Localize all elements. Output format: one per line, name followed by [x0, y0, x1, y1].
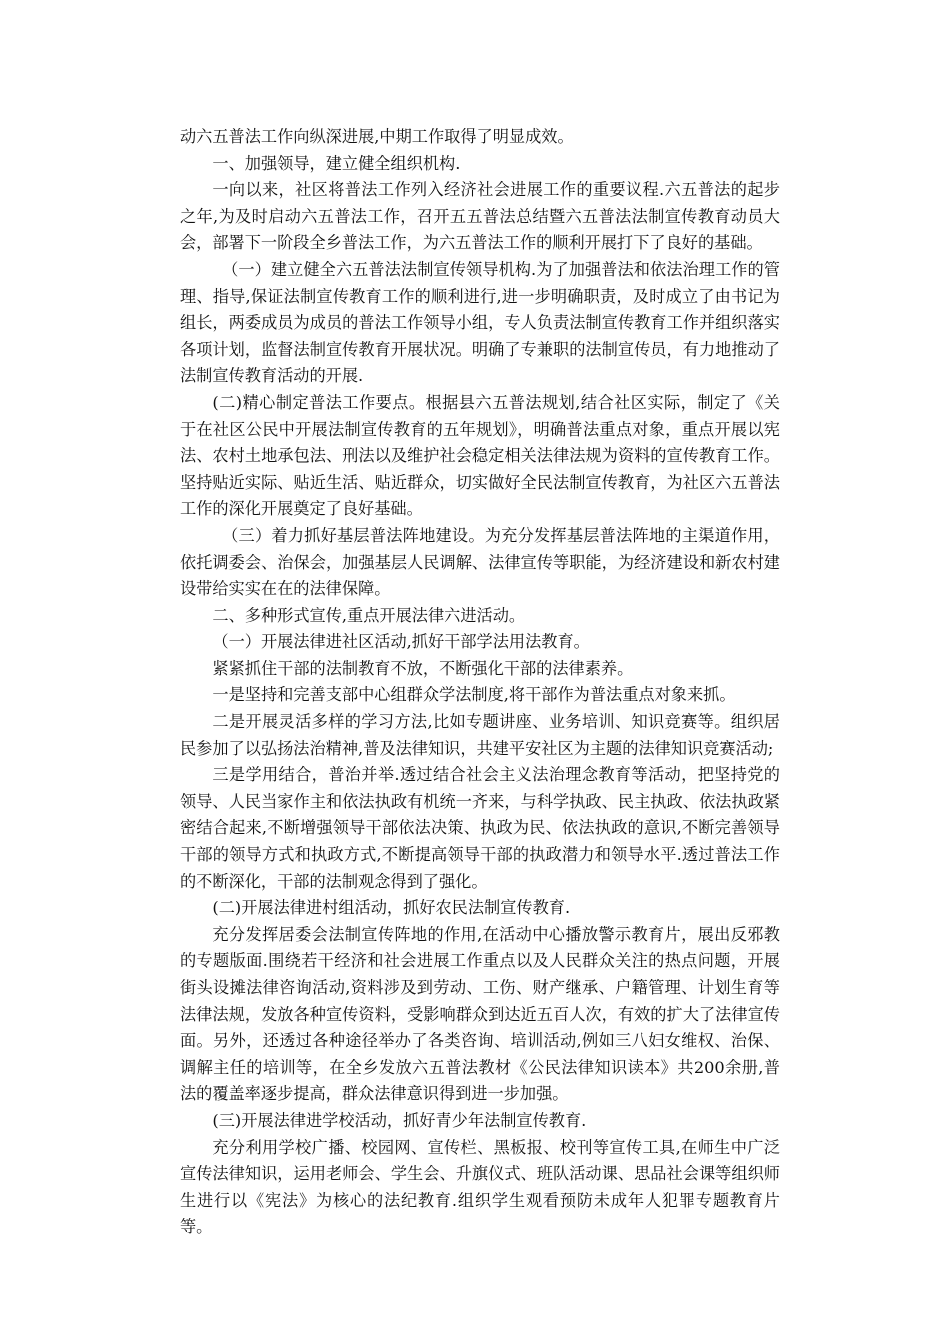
section-heading-2: 二、多种形式宣传,重点开展法律六进活动。: [212, 605, 526, 625]
subsection-1-1: （一）建立健全六五普法法制宣传领导机构.为了加强普法和依法治理工作的管理、指导,保证法制宣传教育工作的顺利进行,进一步明确职责，及时成立了由书记为组长，两委成员为成员的普法工作领导小组，专人负责法制宣传教育工作并组织落实各项计划，监督法制宣传教育开展状况。明确了专兼职的法制宣传员，有力地推动了法制宣传教育活动的开展.: [180, 259, 780, 386]
paragraph: 一是坚持和完善支部中心组群众学法制度,将干部作为普法重点对象来抓。: [212, 685, 736, 705]
paragraph: 三是学用结合，普治并举.透过结合社会主义法治理念教育等活动，把坚持党的领导、人民当家作主和依法执政有机统一齐来，与科学执政、民主执政、依法执政紧密结合起来,不断增强领导干部依法决策、执政为民、依法执政的意识,不断完善领导干部的领导方式和执政方式,不断提高领导干部的执政潜力和领导水平.透过普法工作的不断深化，干部的法制观念得到了强化。: [180, 765, 780, 891]
paragraph: 二是开展灵活多样的学习方法,比如专题讲座、业务培训、知识竞赛等。组织居民参加了以弘扬法治精神,普及法律知识，共建平安社区为主题的法律知识竞赛活动;: [180, 712, 780, 758]
subsection-2-1-heading: （一）开展法律进社区活动,抓好干部学法用法教育。: [212, 632, 590, 652]
subsection-1-2: (二)精心制定普法工作要点。根据县六五普法规划,结合社区实际，制定了《关于在社区公民中开展法制宣传教育的五年规划》，明确普法重点对象，重点开展以宪法、农村土地承包法、刑法以及维护社会稳定相关法律法规为资料的宣传教育工作。坚持贴近实际、贴近生活、贴近群众，切实做好全民法制宣传教育，为社区六五普法工作的深化开展奠定了良好基础。: [180, 392, 780, 519]
paragraph: 充分发挥居委会法制宣传阵地的作用,在活动中心播放警示教育片，展出反邪教的专题版面.围绕若干经济和社会进展工作重点以及人民群众关注的热点问题，开展街头设摊法律咨询活动,资料涉及到劳动、工伤、财产继承、户籍管理、计划生育等法律法规，发放各种宣传资料，受影响群众到达近五百人次，有效的扩大了法律宣传面。另外，还透过各种途径举办了各类咨询、培训活动,例如三八妇女维权、治保、调解主任的培训等，在全乡发放六五普法教材《公民法律知识读本》共200余册,普法的覆盖率逐步提高，群众法律意识得到进一步加强。: [180, 924, 780, 1104]
document-body: [180, 124, 780, 1241]
paragraph: 一向以来，社区将普法工作列入经济社会进展工作的重要议程.六五普法的起步之年,为及时启动六五普法工作，召开五五普法总结暨六五普法法制宣传教育动员大会，部署下一阶段全乡普法工作，为六五普法工作的顺利开展打下了良好的基础。: [180, 180, 780, 253]
section-heading-1: 一、加强领导，建立健全组织机构.: [212, 153, 461, 173]
subsection-2-2-heading: (二)开展法律进村组活动，抓好农民法制宣传教育.: [212, 898, 571, 918]
subsection-1-3: （三）着力抓好基层普法阵地建设。为充分发挥基层普法阵地的主渠道作用，依托调委会、治保会，加强基层人民调解、法律宣传等职能，为经济建设和新农村建设带给实实在在的法律保障。: [180, 525, 780, 599]
paragraph: 紧紧抓住干部的法制教育不放，不断强化干部的法律素养。: [212, 658, 634, 678]
paragraph: 充分利用学校广播、校园网、宣传栏、黑板报、校刊等宣传工具,在师生中广泛宣传法律知识，运用老师会、学生会、升旗仪式、班队活动课、思品社会课等组织师生进行以《宪法》为核心的法纪教育.组织学生观看预防未成年人犯罪专题教育片等。: [180, 1137, 780, 1237]
paragraph-continuation: 动六五普法工作向纵深进展,中期工作取得了明显成效。: [180, 127, 574, 146]
subsection-2-3-heading: (三)开展法律进学校活动，抓好青少年法制宣传教育.: [212, 1110, 587, 1130]
